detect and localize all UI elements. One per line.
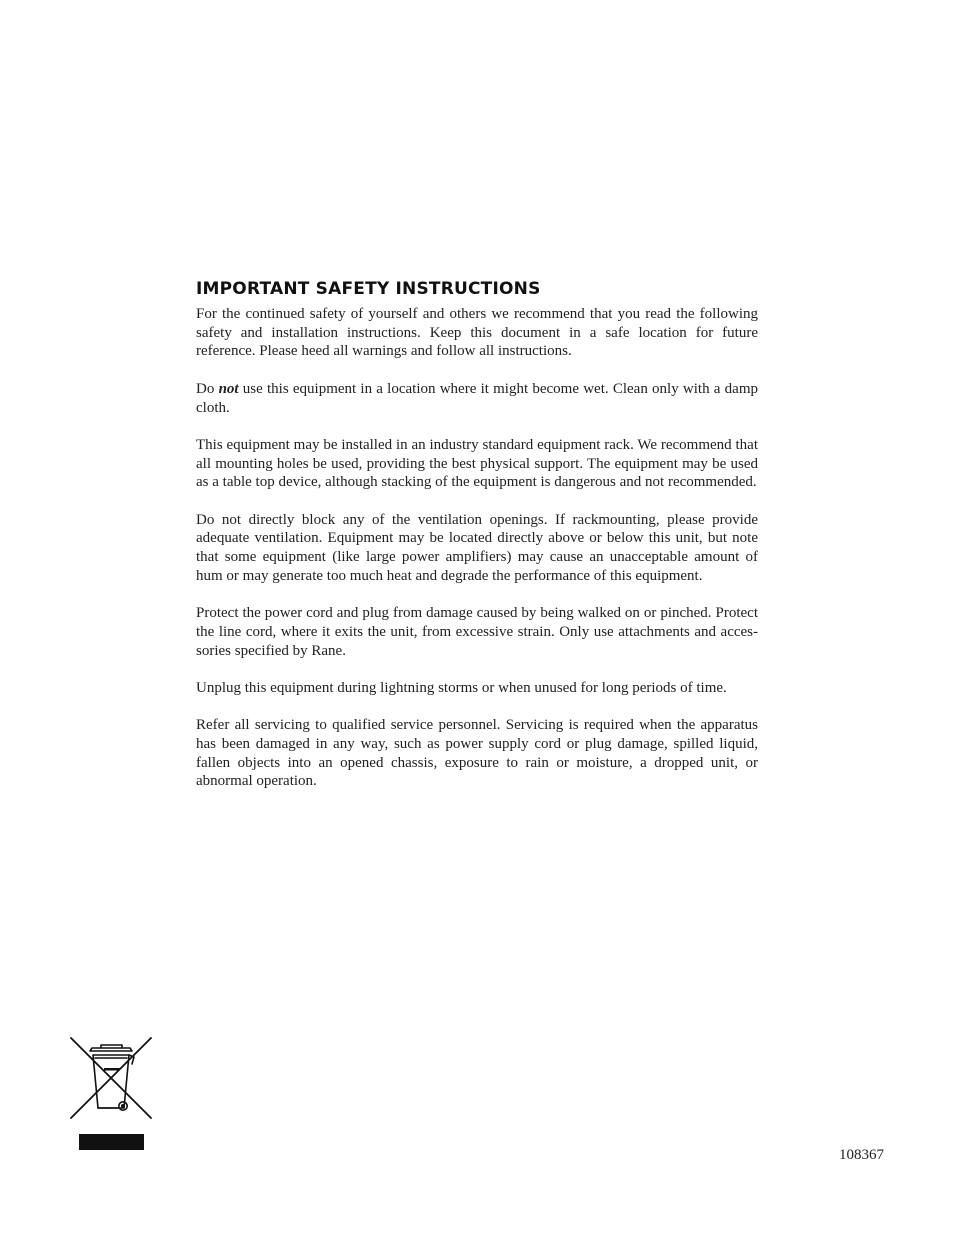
lightning-paragraph: Unplug this equipment during lightning storms or when unused for long periods of time. (196, 679, 727, 696)
ventilation-paragraph: Do not directly block any of the ventilation openings. If rackmounting, please provide adequate ventilation. Equipment may be located directly above or below this unit, but note that some equipment (like large power amplifiers) may cause an unacceptable amount of hum or may generate too much heat and degrade the performance of this equipment. (196, 511, 758, 584)
safety-instructions-section (196, 278, 758, 791)
rack-mounting-paragraph: This equipment may be installed in an industry standard equipment rack. We recommend that all mounting holes be used, providing the best physical support. The equipment may be used as a table top device, although stacking of the equipment is dangerous and not recommended. (196, 436, 758, 491)
servicing-paragraph: Refer all servicing to qualified service personnel. Servicing is required when the apparatus has been damaged in any way, such as power supply cord or plug damage, spilled liquid, fallen objects into an opened chassis, exposure to rain or moisture, a dropped unit, or abnormal operation. (196, 717, 758, 790)
document-number: 108367 (839, 1147, 884, 1163)
wet-warning-text-start: Do (196, 380, 219, 397)
wet-warning-paragraph (196, 380, 758, 417)
power-cord-paragraph: Protect the power cord and plug from damage caused by being walked on or pinched. Protect the line cord, where it exits the unit, from excessive strain. Only use attachments and accessories specified by Rane. (196, 605, 758, 659)
wet-warning-text-end: use this equipment in a location where it might become wet. Clean only with a damp cloth. (196, 380, 758, 416)
wet-warning-emphasis: not (218, 380, 239, 397)
weee-crossed-out-wheelie-bin-icon (68, 1036, 154, 1152)
intro-paragraph: For the continued safety of yourself and others we recommend that you read the following safety and installation instructions. Keep this document in a safe location for future reference. Please heed all warnings and follow all instructions. (196, 306, 758, 360)
page-title: IMPORTANT SAFETY INSTRUCTIONS (196, 279, 541, 299)
